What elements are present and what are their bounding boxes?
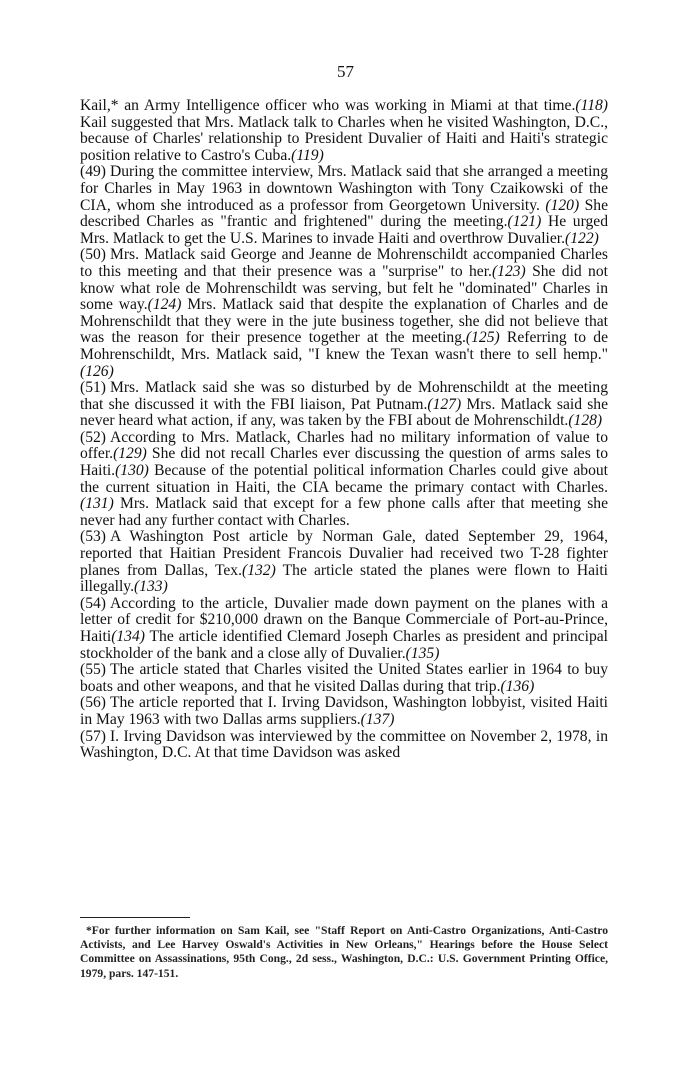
paragraph-text: Mrs. Matlack said she was so disturbed by de Mohrenschildt at the meeting that she discussed it with the FBI liaison, Pat Putnam. (80, 379, 608, 413)
paragraph-number: (49) (80, 163, 106, 181)
paragraph-text: Mrs. Matlack said that except for a few phone calls after that meeting she never had any further contact with Charles. (80, 495, 608, 529)
paragraph (80, 164, 608, 247)
paragraph-text: The article stated that Charles visited the United States earlier in 1964 to buy boats and other weapons, and that he visited Dallas during that trip. (80, 661, 608, 695)
paragraph-number: (51) (80, 379, 106, 397)
citation-reference: (125) (465, 329, 500, 347)
citation-reference: (127) (427, 395, 462, 413)
paragraph-text: Mrs. Matlack said that despite the explanation of Charles and de Mohrenschildt that they were in the jute business together, she did not believe that was the reason for their presence together at the meeting. (80, 296, 608, 347)
paragraph (80, 729, 608, 762)
citation-reference: (122) (565, 229, 599, 247)
paragraph-number: (55) (80, 661, 106, 679)
paragraph-text: Mrs. Matlack said George and Jeanne de Mohrenschildt accompanied Charles to this meeting and that their presence was a "surprise" to her. (80, 246, 608, 280)
paragraph-text: Mrs. Matlack said she never heard what action, if any, was taken by the FBI about de Mohrenschildt. (80, 395, 608, 430)
citation-reference: (130) (115, 462, 149, 480)
paragraph (80, 247, 608, 380)
paragraph-text: According to Mrs. Matlack, Charles had no military information of value to offer. (80, 428, 608, 463)
paragraph-text: I. Irving Davidson was interviewed by the committee on November 2, 1978, in Washington, D.C. At that time Davidson was asked (80, 727, 608, 762)
citation-reference: (132) (242, 561, 276, 579)
citation-reference: (124) (147, 296, 182, 314)
paragraph-text: She described Charles as "frantic and frightened" during the meeting. (80, 196, 608, 231)
paragraph-number: (53) (80, 528, 106, 546)
paragraph-text: According to the article, Duvalier made down payment on the planes with a letter of credit for $210,000 drawn on the Banque Commerciale of Port-au-Prince, Haiti (80, 594, 608, 645)
footnote (80, 924, 608, 981)
paragraph (80, 662, 608, 695)
citation-reference: (128) (568, 412, 603, 430)
paragraph (80, 98, 608, 164)
citation-reference: (119) (291, 146, 324, 164)
paragraph (80, 529, 608, 595)
paragraph-text: He urged Mrs. Matlack to get the U.S. Marines to invade Haiti and overthrow Duvalier. (80, 213, 609, 247)
paragraph (80, 596, 608, 662)
citation-reference: (131) (80, 495, 114, 513)
paragraph-text: She did not know what role de Mohrenschildt was serving, but felt he "dominated" Charles in some way. (80, 262, 608, 314)
citation-reference: (123) (491, 262, 526, 280)
paragraph-number: (57) (80, 727, 106, 745)
paragraph (80, 695, 608, 728)
paragraph-text: A Washington Post article by Norman Gale, dated September 29, 1964, reported that Haitian President Francois Duvalier had received two T-28 fighter planes from Dallas, Tex. (80, 528, 608, 579)
paragraph-text: The article identified Clemard Joseph Charles as president and principal stockholder of the bank and a close ally of Duvalier. (80, 628, 608, 662)
footnote-text: *For further information on Sam Kail, see "Staff Report on Anti-Castro Organizations, Anti-Castro Activists, and Lee Harvey Oswald's Activities in New Orleans," Hearings before the House Select Committee on Assassinations, 95th Cong., 2d sess., Washington, D.C.: U.S. Government Printing Office, 1979, pars. 147-151. (80, 924, 608, 980)
citation-reference: (126) (80, 362, 114, 380)
footnote-divider (80, 917, 190, 918)
citation-reference: (135) (405, 644, 440, 662)
paragraph-number: (56) (80, 694, 106, 712)
citation-reference: (129) (113, 445, 147, 463)
paragraph-text: The article stated the planes were flown to Haiti illegally. (80, 561, 609, 596)
paragraph-number: (52) (80, 428, 106, 446)
paragraph-text: Kail,* an Army Intelligence officer who was working in Miami at that time. (80, 97, 576, 114)
paragraph-text: The article reported that I. Irving Davidson, Washington lobbyist, visited Haiti in May 1963 with two Dallas arms suppliers. (80, 694, 608, 728)
body-text (80, 98, 608, 762)
paragraph (80, 430, 608, 530)
citation-reference: (136) (500, 677, 535, 695)
paragraph (80, 380, 608, 430)
paragraph-text: Kail suggested that Mrs. Matlack talk to Charles when he visited Washington, D.C., because of Charles' relationship to President Duvalier of Haiti and Haiti's strategic position relative to Castro's Cuba. (80, 113, 608, 164)
paragraph-text: During the committee interview, Mrs. Matlack said that she arranged a meeting for Charles in May 1963 in downtown Washington with Tony Czaikowski of the CIA, whom she introduced as a professor from Georgetown University. (80, 163, 608, 214)
paragraph-number: (50) (80, 246, 106, 264)
citation-reference: (121) (507, 213, 542, 231)
citation-reference: (137) (360, 710, 395, 728)
page-number: 57 (337, 62, 354, 81)
paragraph-text: Because of the potential political information Charles could give about the current situation in Haiti, the CIA became the primary contact with Charles. (80, 462, 608, 496)
citation-reference: (133) (133, 578, 168, 596)
paragraph-number: (54) (80, 594, 106, 612)
citation-reference: (118) (575, 97, 608, 114)
citation-reference: (120) (545, 196, 580, 214)
paragraph-text: She did not recall Charles ever discussing the question of arms sales to Haiti. (80, 445, 608, 480)
paragraph-text: Referring to de Mohrenschildt, Mrs. Matlack said, "I knew the Texan wasn't there to sell hemp." (80, 329, 608, 363)
citation-reference: (134) (111, 628, 145, 645)
